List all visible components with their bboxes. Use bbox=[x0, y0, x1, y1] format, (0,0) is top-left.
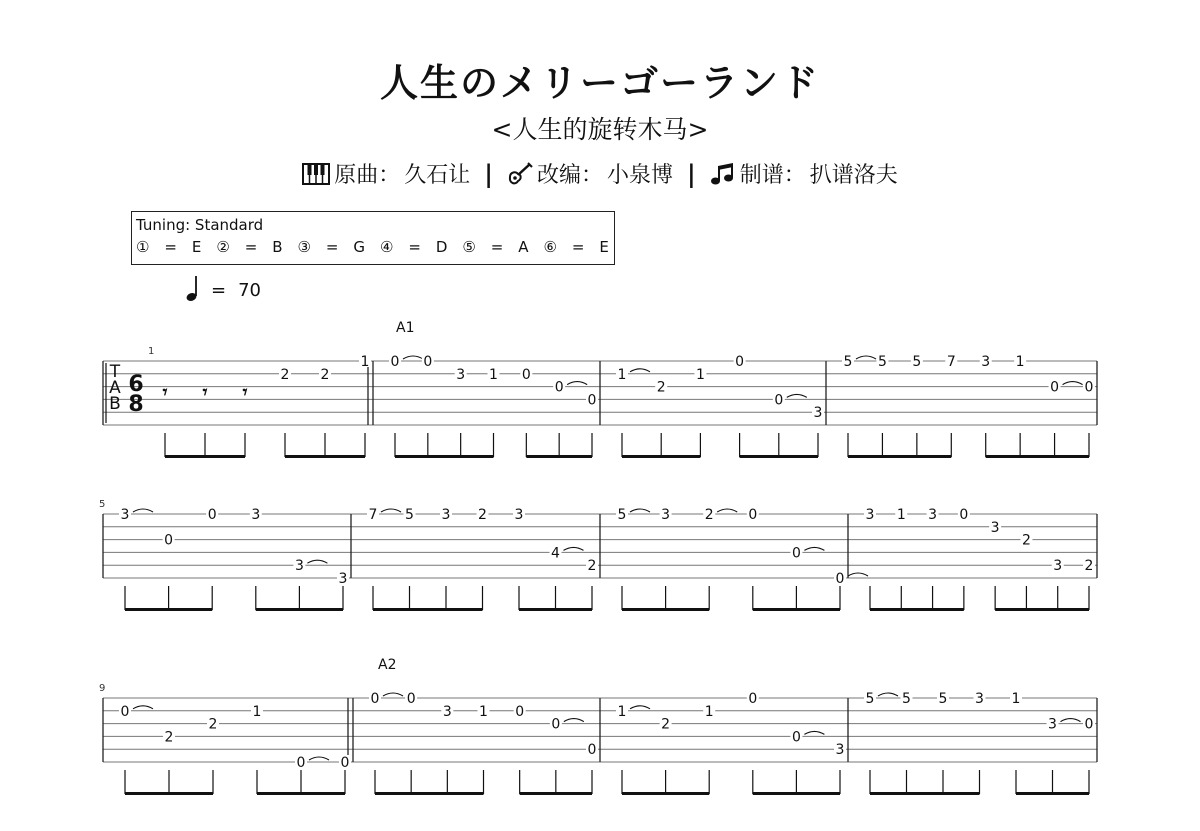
tie-arc bbox=[878, 693, 898, 696]
beam bbox=[519, 608, 592, 611]
tie-arc bbox=[1061, 719, 1081, 722]
song-subtitle: <人生的旋转木马> bbox=[491, 115, 709, 144]
beam bbox=[753, 608, 840, 611]
tuning-token: E bbox=[191, 238, 203, 256]
fret-number: 0 bbox=[587, 742, 597, 759]
fret-number: 0 bbox=[587, 392, 597, 409]
composer-label: 原曲： bbox=[334, 163, 401, 188]
tie-arc bbox=[630, 706, 650, 709]
tuning-token: = bbox=[244, 238, 259, 256]
beam bbox=[753, 792, 840, 795]
fret-number: 3 bbox=[442, 703, 452, 720]
beam bbox=[848, 455, 951, 458]
fret-number: 7 bbox=[946, 354, 956, 370]
beam bbox=[526, 455, 592, 458]
beam bbox=[995, 608, 1089, 611]
tie-arc bbox=[567, 382, 587, 385]
tuning-token: = bbox=[571, 238, 586, 256]
fret-number: 1 bbox=[896, 507, 906, 523]
beam bbox=[375, 792, 484, 795]
beam bbox=[986, 455, 1089, 458]
tuning-token: ③ bbox=[297, 238, 312, 256]
fret-number: 3 bbox=[835, 742, 845, 759]
tuning-token: ② bbox=[216, 238, 231, 256]
fret-number: 5 bbox=[902, 691, 911, 707]
measure-number: 1 bbox=[148, 346, 155, 357]
tuning-token: ⑤ bbox=[462, 238, 477, 256]
fret-number: 2 bbox=[704, 507, 714, 523]
tie-arc bbox=[381, 509, 401, 512]
tie-arc bbox=[630, 509, 650, 512]
beam bbox=[622, 608, 709, 611]
fret-number: 0 bbox=[207, 507, 217, 523]
tuning-token: E bbox=[599, 238, 610, 256]
fret-number: 0 bbox=[340, 755, 350, 771]
tie-arc bbox=[383, 693, 403, 696]
song-title: 人生のメリーゴーランド bbox=[379, 60, 820, 105]
fret-number: 3 bbox=[1048, 716, 1057, 733]
fret-number: 2 bbox=[1021, 532, 1031, 549]
fret-number: 1 bbox=[695, 366, 705, 383]
fret-number: 3 bbox=[294, 558, 304, 575]
tie-arc bbox=[564, 719, 584, 722]
fret-number: 3 bbox=[981, 354, 991, 370]
fret-number: 3 bbox=[456, 366, 466, 383]
fret-number: 0 bbox=[423, 354, 433, 370]
beam bbox=[740, 455, 818, 458]
fret-number: 0 bbox=[835, 571, 845, 587]
fret-number: 2 bbox=[587, 558, 597, 575]
tie-arc bbox=[848, 573, 868, 576]
tab-clef-letter: B bbox=[109, 394, 121, 414]
fret-number: 4 bbox=[551, 545, 560, 562]
fret-number: 0 bbox=[296, 755, 306, 771]
fret-number: 3 bbox=[120, 507, 130, 523]
fret-number: 3 bbox=[865, 507, 875, 523]
fret-number: 5 bbox=[938, 691, 948, 707]
tempo-equals: = bbox=[211, 280, 227, 301]
fret-number: 5 bbox=[617, 507, 627, 523]
credit-separator: | bbox=[687, 159, 696, 188]
tie-arc bbox=[309, 757, 329, 760]
beam bbox=[520, 792, 592, 795]
fret-number: 2 bbox=[208, 716, 218, 733]
composer-name: 久石让 bbox=[404, 163, 471, 188]
time-signature-bottom: 8 bbox=[128, 392, 144, 417]
eighth-rest: 𝄾 bbox=[162, 382, 168, 403]
transcriber-name: 扒谱洛夫 bbox=[809, 163, 898, 188]
fret-number: 0 bbox=[515, 703, 525, 720]
fret-number: 0 bbox=[521, 366, 531, 383]
fret-number: 1 bbox=[479, 703, 488, 720]
fret-number: 0 bbox=[735, 354, 745, 370]
tuning-token: = bbox=[164, 238, 178, 256]
fret-number: 2 bbox=[320, 366, 330, 383]
fret-number: 0 bbox=[1084, 379, 1094, 396]
fret-number: 5 bbox=[877, 354, 887, 370]
fret-number: 0 bbox=[748, 507, 758, 523]
tie-arc bbox=[564, 547, 584, 550]
measure-number: 9 bbox=[99, 683, 106, 694]
tie-arc bbox=[307, 560, 327, 563]
tie-arc bbox=[133, 706, 153, 709]
fret-number: 0 bbox=[551, 716, 561, 733]
fret-number: 3 bbox=[975, 691, 984, 707]
beam bbox=[373, 608, 483, 611]
tie-arc bbox=[856, 356, 876, 359]
tuning-token: = bbox=[325, 238, 340, 256]
fret-number: 3 bbox=[990, 519, 1000, 536]
fret-number: 1 bbox=[704, 703, 714, 720]
fret-number: 2 bbox=[1084, 558, 1094, 575]
fret-number: 2 bbox=[280, 366, 290, 383]
fret-number: 3 bbox=[813, 405, 823, 422]
fret-number: 0 bbox=[120, 703, 130, 720]
section-marker: A1 bbox=[396, 320, 415, 336]
fret-number: 0 bbox=[774, 392, 784, 409]
tuning-token: G bbox=[353, 238, 366, 256]
fret-number: 1 bbox=[1011, 691, 1021, 707]
fret-number: 0 bbox=[748, 691, 758, 707]
measure-number: 5 bbox=[99, 499, 106, 510]
fret-number: 0 bbox=[959, 507, 969, 523]
fret-number: 5 bbox=[912, 354, 922, 370]
tuning-token: ④ bbox=[379, 238, 395, 256]
fret-number: 0 bbox=[406, 691, 416, 707]
beam bbox=[870, 608, 964, 611]
tie-arc bbox=[804, 731, 824, 734]
fret-number: 1 bbox=[489, 366, 498, 383]
tie-arc bbox=[1063, 382, 1083, 385]
tuning-token: D bbox=[435, 238, 449, 256]
fret-number: 1 bbox=[617, 366, 627, 383]
fret-number: 0 bbox=[370, 691, 380, 707]
beam bbox=[165, 455, 245, 458]
fret-number: 2 bbox=[478, 507, 487, 523]
fret-number: 3 bbox=[928, 507, 938, 523]
arranger-label: 改编： bbox=[536, 163, 603, 188]
transcriber-label: 制谱： bbox=[739, 163, 806, 188]
fret-number: 3 bbox=[661, 507, 671, 523]
tuning-token: = bbox=[408, 238, 422, 256]
tempo-bpm: 70 bbox=[238, 280, 261, 301]
fret-number: 3 bbox=[251, 507, 261, 523]
tuning-token: A bbox=[518, 238, 530, 256]
tuning-label: Tuning: Standard bbox=[136, 216, 264, 234]
credit-separator: | bbox=[484, 159, 493, 188]
tuning-token: = bbox=[490, 238, 505, 256]
tuning-token: ① bbox=[136, 238, 151, 256]
fret-number: 1 bbox=[1015, 354, 1025, 370]
fret-number: 2 bbox=[656, 379, 666, 396]
fret-number: 2 bbox=[164, 729, 174, 746]
tab-clef-letter: T bbox=[109, 362, 121, 382]
beam bbox=[256, 608, 343, 611]
fret-number: 1 bbox=[360, 354, 370, 370]
beam bbox=[622, 455, 700, 458]
fret-number: 0 bbox=[791, 545, 801, 562]
tie-arc bbox=[630, 369, 650, 372]
fret-number: 1 bbox=[252, 703, 262, 720]
fret-number: 3 bbox=[1053, 558, 1063, 575]
tie-arc bbox=[787, 394, 807, 397]
beam bbox=[285, 455, 365, 458]
beam bbox=[125, 792, 213, 795]
fret-number: 0 bbox=[390, 354, 400, 370]
eighth-rest: 𝄾 bbox=[202, 382, 208, 403]
fret-number: 5 bbox=[405, 507, 414, 523]
fret-number: 1 bbox=[617, 703, 627, 720]
tuning-token: ⑥ bbox=[543, 238, 558, 256]
tuning-token: B bbox=[272, 238, 284, 256]
fret-number: 5 bbox=[865, 691, 875, 707]
fret-number: 3 bbox=[441, 507, 451, 523]
tie-arc bbox=[717, 509, 737, 512]
beam bbox=[622, 792, 709, 795]
fret-number: 0 bbox=[1050, 379, 1060, 396]
fret-number: 2 bbox=[661, 716, 671, 733]
fret-number: 0 bbox=[554, 379, 564, 396]
fret-number: 7 bbox=[368, 507, 378, 523]
fret-number: 0 bbox=[1084, 716, 1094, 733]
arranger-name: 小泉博 bbox=[607, 163, 674, 188]
fret-number: 0 bbox=[164, 532, 174, 549]
eighth-rest: 𝄾 bbox=[242, 382, 248, 403]
fret-number: 3 bbox=[338, 571, 348, 587]
beam bbox=[1016, 792, 1089, 795]
beam bbox=[395, 455, 494, 458]
tie-arc bbox=[133, 509, 153, 512]
time-signature-top: 6 bbox=[128, 372, 144, 397]
fret-number: 5 bbox=[843, 354, 853, 370]
beam bbox=[125, 608, 212, 611]
tie-arc bbox=[403, 356, 423, 359]
beam bbox=[870, 792, 980, 795]
fret-number: 3 bbox=[514, 507, 524, 523]
beam bbox=[257, 792, 345, 795]
tab-clef-letter: A bbox=[109, 378, 121, 398]
section-marker: A2 bbox=[378, 657, 397, 673]
tie-arc bbox=[804, 547, 824, 550]
fret-number: 0 bbox=[791, 729, 801, 746]
